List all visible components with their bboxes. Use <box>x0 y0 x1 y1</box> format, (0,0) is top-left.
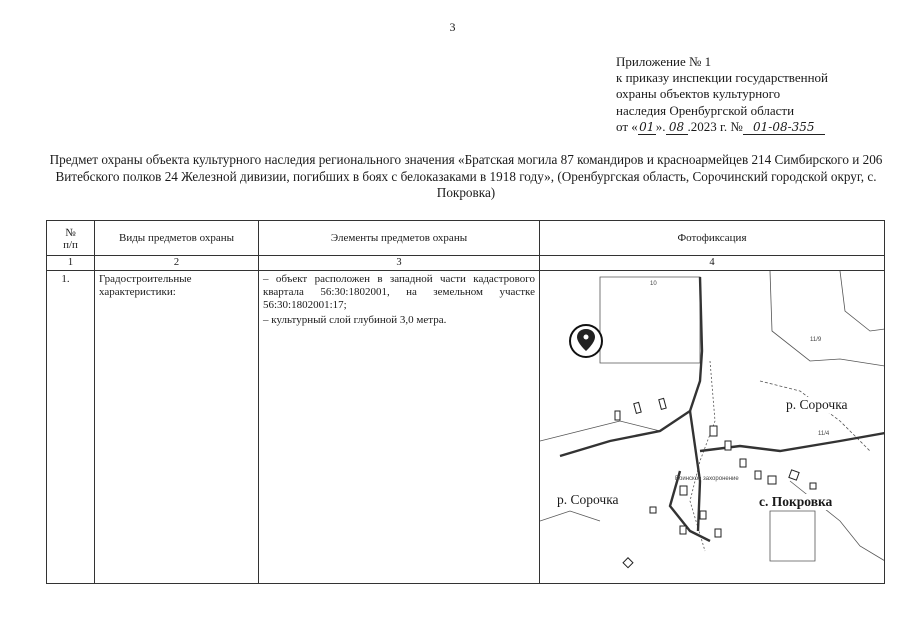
appendix-block <box>616 54 828 135</box>
parcel-boundary-ne <box>840 271 884 331</box>
col-number-3: 3 <box>259 256 540 271</box>
appendix-line-2: к приказу инспекции государственной <box>616 70 828 86</box>
parcel-boundary-east <box>770 271 884 366</box>
date-mid-2: .2023 г. № <box>687 118 743 134</box>
handwritten-day: 01 <box>639 119 655 134</box>
col-number-2: 2 <box>95 256 259 271</box>
parcel-label-11-4: 11/4 <box>818 431 830 437</box>
date-prefix: от « <box>616 118 638 134</box>
row-type: Градостроительные характеристики: <box>95 271 259 584</box>
element-location: – объект расположен в западной части кадастрового квартала 56:30:1802001, на земельном участке 56:30:1802001:17; <box>263 273 535 311</box>
map-label-memorial: Воинское захоронение <box>675 476 739 482</box>
header-num: № п/п <box>47 221 95 256</box>
river-channel <box>690 361 715 551</box>
appendix-line-3: охраны объектов культурного <box>616 86 781 102</box>
page-number: 3 <box>449 20 456 34</box>
appendix-date-line <box>616 119 828 135</box>
parcel-10 <box>600 277 700 363</box>
appendix-line-1: Приложение № 1 <box>616 54 712 69</box>
parcel-label-11-9: 11/9 <box>810 337 822 343</box>
parcel-boundary-sw <box>540 511 600 521</box>
parcel-label-10: 10 <box>650 281 657 287</box>
element-cultural-layer: – культурный слой глубиной 3,0 метра. <box>263 314 447 326</box>
handwritten-number: 01-08-355 <box>743 121 825 135</box>
road-south <box>690 411 700 531</box>
header-photo: Фотофиксация <box>540 221 885 256</box>
row-num: 1. <box>47 271 95 584</box>
row-elements <box>259 271 540 584</box>
row-photo <box>540 271 885 584</box>
road-main <box>560 277 702 456</box>
map-label-river-west: р. Сорочка <box>557 492 619 507</box>
protection-table <box>46 220 885 584</box>
parcel-boundary-se <box>790 481 884 561</box>
header-elements: Элементы предметов охраны <box>259 221 540 256</box>
map-label-river-east: р. Сорочка <box>786 397 848 412</box>
header-types: Виды предметов охраны <box>95 221 259 256</box>
cadastral-map <box>540 271 884 583</box>
map-drawing <box>540 271 884 583</box>
handwritten-month: 08 <box>666 121 688 135</box>
appendix-line-4: наследия Оренбургской области <box>616 102 795 118</box>
map-label-village: с. Покровка <box>759 494 833 509</box>
col-number-4: 4 <box>540 256 885 271</box>
parcel-boundary-west <box>540 421 660 441</box>
river-bank <box>760 381 870 451</box>
col-number-1: 1 <box>47 256 95 271</box>
column-number-row <box>47 256 885 271</box>
monument-marker <box>570 325 602 357</box>
table-row <box>47 271 885 584</box>
parcel-school <box>770 511 815 561</box>
table-header-row <box>47 221 885 256</box>
date-mid-1: ». <box>655 118 666 134</box>
document-title: Предмет охраны объекта культурного наследия регионального значения «Братская могила 87 командиров и красноармейцев 214 Симбирского и 206 Витебского полков 24 Железной дивизии, погибших в боях с белоказаками в 1918 году», (Оренбургская область, Сорочинский городской округ, с. Покровка) <box>49 152 883 201</box>
